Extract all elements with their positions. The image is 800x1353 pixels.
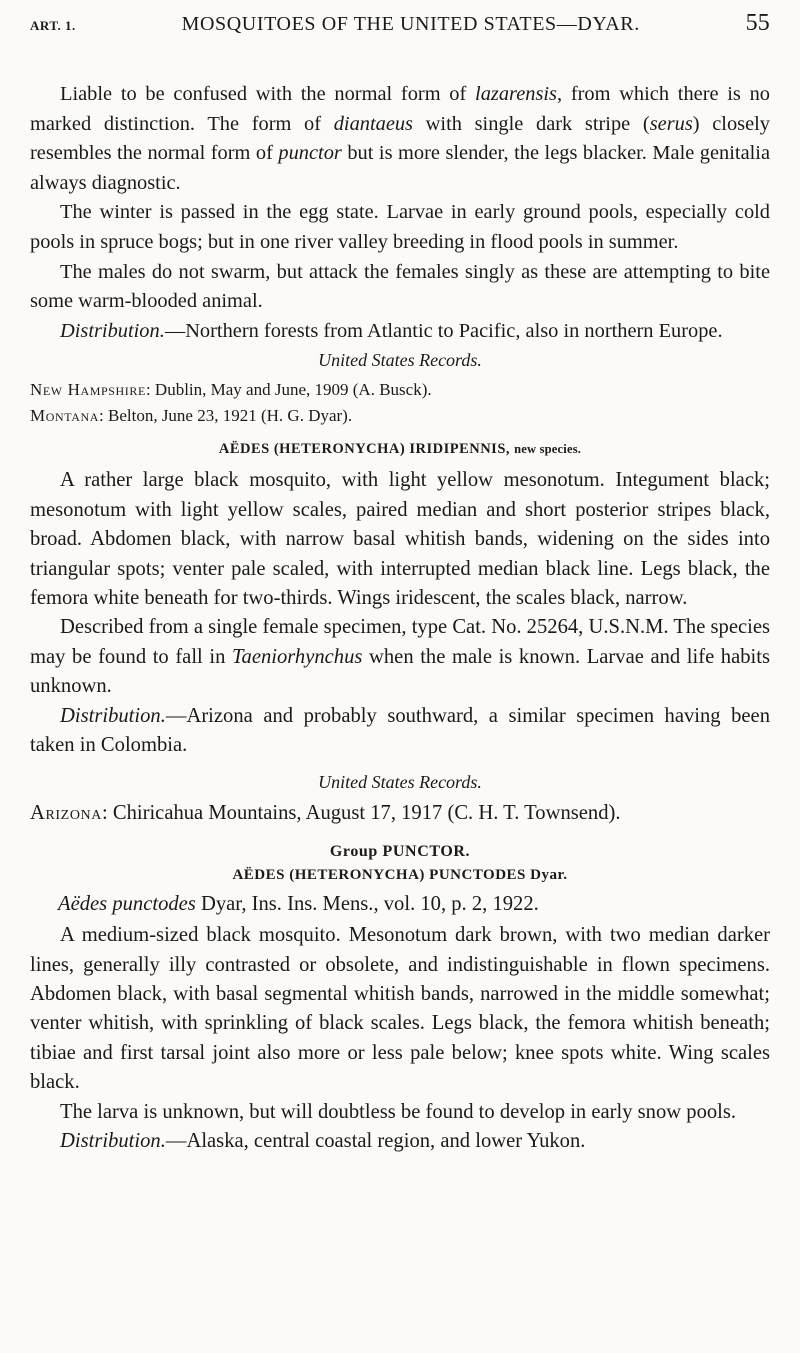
genus-name: Taeniorhynchus [231,645,363,668]
paragraph-description: A rather large black mosquito, with light yellow mesonotum. Integument black; mesonotum with light yellow scales, paired median and short posterior stripes black, broad. Abdomen black, with narrow basal whitish bands, widening on the sides into triangular spots; venter pale scaled, with interrupted median black line. Legs black, the femora white beneath for two-thirds. Wings iridescent, the scales black, narrow. [30,469,770,609]
text-run: , from which there is no marked distinction. The form of [30,83,771,135]
running-title: MOSQUITOES OF THE UNITED STATES—DYAR. [181,13,640,35]
paragraph-distribution [30,317,770,347]
text-run: with single dark stripe ( [413,112,650,135]
record-detail: : Dublin, May and June, 1909 (A. Busck). [145,380,432,400]
record-line [30,403,770,429]
distribution-text: —Arizona and probably southward, a similar specimen having been taken in Colombia. [30,704,770,756]
document-page [30,10,770,1156]
section-iridipennis [30,441,770,828]
text-run: but is more slender, the legs blacker. Male genitalia always diagnostic. [30,142,771,194]
species-name: diantaeus [333,112,413,135]
record-state: New Hampshire [30,380,146,400]
distribution-label: Distribution. [60,1130,166,1153]
section-diantaeus-remarks [30,80,770,429]
distribution-label: Distribution. [60,704,166,727]
records-heading: United States Records. [318,772,482,793]
text-run: ) closely resembles the normal form of [30,112,770,165]
new-species-label: new species. [514,442,582,457]
paragraph-description: A medium-sized black mosquito. Mesonotum dark brown, with two median darker lines, generally illy contrasted or obsolete, and indistinguishable in flown specimens. Abdomen black, with basal segmental whitish bands, narrowed in the middle somewhat; venter whitish, with sprinkling of black scales. Legs black, the femora whitish beneath; tibiae and first tarsal joint also more or less pale below; knee spots white. Wing scales black. [30,924,770,1094]
record-detail: : Belton, June 23, 1921 (H. G. Dyar). [99,406,353,426]
record-state: Montana [30,406,100,426]
species-name: punctor [278,142,342,165]
distribution-label: Distribution. [60,319,165,342]
species-heading [30,441,770,458]
section-punctodes [30,843,770,1157]
synonym-reference: Dyar, Ins. Ins. Mens., vol. 10, p. 2, 1922. [195,892,539,915]
distribution-text: —Alaska, central coastal region, and lower Yukon. [165,1130,586,1153]
text-run: Described from a single female specimen, type Cat. No. 25264, U.S.N.M. The species may be found to fall in [30,616,770,668]
page-number: 55 [745,10,770,36]
record-state: Arizona [30,802,102,825]
paragraph-distribution [30,1127,770,1156]
distribution-text: —Northern forests from Atlantic to Pacific, also in northern Europe. [164,319,723,342]
paragraph-life-history: The winter is passed in the egg state. Larvae in early ground pools, especially cold pools in spruce bogs; but in one river valley breeding in flood pools in summer. [30,201,770,253]
species-name: lazarensis [475,83,557,105]
paragraph-type-specimen [30,613,770,701]
paragraph-larva: The larva is unknown, but will doubtless be found to develop in early snow pools. [60,1100,737,1123]
record-line [30,377,770,403]
synonym-name: Aëdes punctodes [58,892,196,915]
synonym-citation [58,890,770,919]
species-heading: AËDES (HETERONYCHA) PUNCTODES Dyar. [232,866,568,883]
paragraph-behavior: The males do not swarm, but attack the females singly as these are attempting to bite some warm-blooded animal. [30,260,770,313]
group-heading: Group PUNCTOR. [329,842,471,860]
record-detail: : Chiricahua Mountains, August 17, 1917 (C. H. T. Townsend). [101,802,621,825]
running-header [30,10,770,44]
record-line [30,799,770,828]
text-run: when the male is known. Larvae and life habits unknown. [30,645,770,698]
species-name: serus [649,112,693,135]
paragraph-comparison [30,80,770,198]
paragraph-distribution [30,702,770,761]
records-heading: United States Records. [318,350,482,371]
text-run: Liable to be confused with the normal form of [60,83,476,105]
species-heading-text: AËDES (HETERONYCHA) IRIDIPENNIS, [218,441,511,458]
article-number: ART. 1. [30,18,76,33]
